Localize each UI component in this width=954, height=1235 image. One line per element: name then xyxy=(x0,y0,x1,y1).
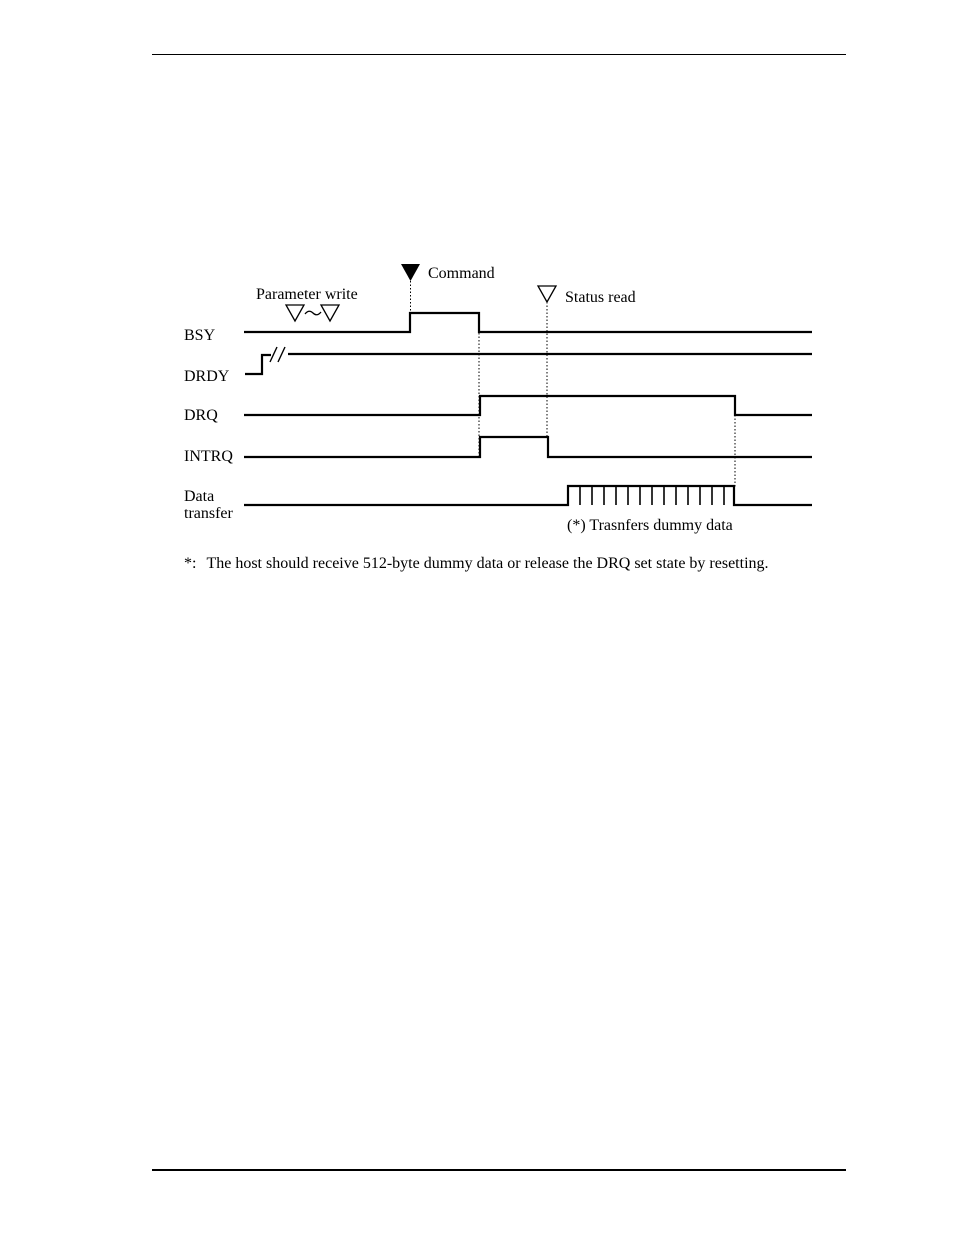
command-label: Command xyxy=(428,265,495,282)
footnote xyxy=(184,555,769,573)
drq-label: DRQ xyxy=(184,407,218,424)
footnote-mark: *: xyxy=(184,555,197,572)
bsy-label: BSY xyxy=(184,327,216,344)
double-slash-break-icon xyxy=(270,347,285,362)
drdy-label: DRDY xyxy=(184,368,230,385)
data-transfer-label-line2: transfer xyxy=(184,505,233,522)
parameter-write-markers xyxy=(286,305,339,321)
data-transfer-waveform xyxy=(244,486,812,505)
data-transfer-label-line1: Data xyxy=(184,488,215,505)
parameter-end-triangle-icon xyxy=(321,305,339,321)
command-triangle-icon xyxy=(401,264,420,281)
status-read-triangle-icon xyxy=(538,286,556,302)
parameter-write-label: Parameter write xyxy=(256,286,358,303)
drdy-waveform-start xyxy=(245,355,271,374)
parameter-start-triangle-icon xyxy=(286,305,304,321)
tilde-icon xyxy=(305,311,321,315)
drq-waveform xyxy=(244,396,812,415)
dummy-data-note: (*) Trasnfers dummy data xyxy=(567,517,733,534)
footnote-text: The host should receive 512-byte dummy data or release the DRQ set state by resetting. xyxy=(206,555,769,572)
bsy-waveform xyxy=(244,313,812,332)
intrq-label: INTRQ xyxy=(184,448,233,465)
status-read-label: Status read xyxy=(565,289,636,306)
data-transfer-ticks xyxy=(580,486,724,505)
intrq-waveform xyxy=(244,437,812,457)
footer-rule xyxy=(152,1169,846,1171)
